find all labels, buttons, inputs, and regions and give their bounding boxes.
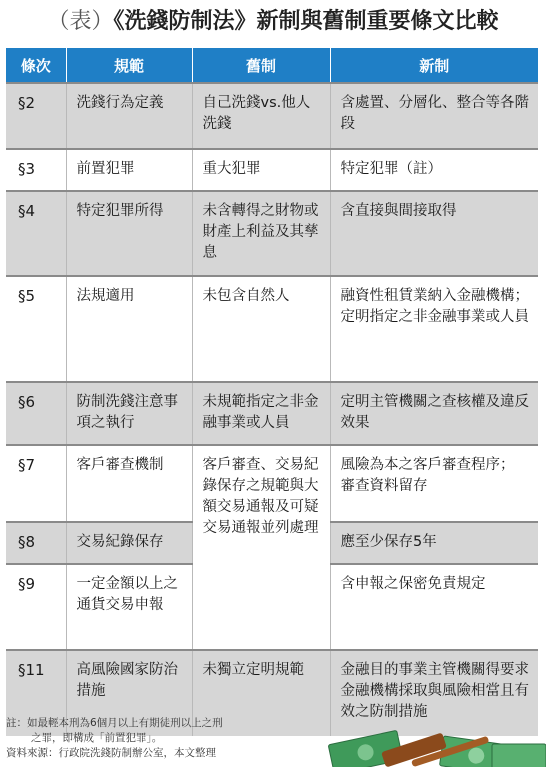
cell-rule: 交易紀錄保存 <box>66 522 192 564</box>
cell-rule: 前置犯罪 <box>66 149 192 191</box>
table-row <box>6 382 538 445</box>
cell-section: §4 <box>6 191 66 276</box>
footnote-line: 之罪，即構成「前置犯罪」。 <box>31 732 163 744</box>
cell-section: §2 <box>6 83 66 149</box>
cell-section: §5 <box>6 276 66 382</box>
cell-old: 未包含自然人 <box>192 276 330 382</box>
cell-section: §11 <box>6 650 66 736</box>
table-row <box>6 83 538 149</box>
cell-rule: 洗錢行為定義 <box>66 83 192 149</box>
page-title <box>0 4 546 40</box>
cell-old-merged: 客戶審查、交易紀錄保存之規範與大額交易通報及可疑交易通報並列處理 <box>192 445 330 650</box>
cell-rule: 高風險國家防治措施 <box>66 650 192 736</box>
cell-new: 含直接與間接取得 <box>330 191 538 276</box>
header-old: 舊制 <box>192 48 330 83</box>
cell-section: §8 <box>6 522 66 564</box>
cell-rule: 一定金額以上之通貨交易申報 <box>66 564 192 650</box>
cell-new: 含處置、分層化、整合等各階段 <box>330 83 538 149</box>
cell-rule: 客戶審查機制 <box>66 445 192 522</box>
cell-old: 未獨立定明規範 <box>192 650 330 736</box>
cell-section: §6 <box>6 382 66 445</box>
comparison-table <box>6 48 538 736</box>
cell-rule: 特定犯罪所得 <box>66 191 192 276</box>
cell-new: 特定犯罪（註） <box>330 149 538 191</box>
cell-new: 含申報之保密免責規定 <box>330 564 538 650</box>
table-tag: （表） <box>47 9 114 34</box>
cell-old: 重大犯罪 <box>192 149 330 191</box>
comparison-table-wrapper <box>6 48 538 736</box>
cell-new: 金融目的事業主管機關得要求金融機構採取與風險相當且有效之防制措施 <box>330 650 538 736</box>
cell-old: 未含轉得之財物或財產上利益及其孳息 <box>192 191 330 276</box>
footnote-line: 註：如最輕本刑為6個月以上有期徒刑以上之刑 <box>6 717 223 729</box>
header-new: 新制 <box>330 48 538 83</box>
table-row <box>6 445 538 522</box>
money-and-gavel-icon <box>322 720 546 767</box>
header-section: 條次 <box>6 48 66 83</box>
table-row <box>6 149 538 191</box>
cell-rule: 防制洗錢注意事項之執行 <box>66 382 192 445</box>
table-row <box>6 191 538 276</box>
cell-old: 自己洗錢vs.他人洗錢 <box>192 83 330 149</box>
cell-old: 未規範指定之非金融事業或人員 <box>192 382 330 445</box>
title-text: 《洗錢防制法》新制與舊制重要條文比較 <box>113 9 499 34</box>
cell-new: 融資性租賃業納入金融機構； 定明指定之非金融事業或人員 <box>330 276 538 382</box>
header-rule: 規範 <box>66 48 192 83</box>
cell-section: §9 <box>6 564 66 650</box>
source-note: 資料來源：行政院洗錢防制辦公室，本文整理 <box>6 747 216 759</box>
cell-section: §3 <box>6 149 66 191</box>
header-row <box>6 48 538 83</box>
table-row <box>6 276 538 382</box>
cell-rule: 法規適用 <box>66 276 192 382</box>
cell-new: 應至少保存5年 <box>330 522 538 564</box>
cell-new: 風險為本之客戶審查程序； 審查資料留存 <box>330 445 538 522</box>
cell-section: §7 <box>6 445 66 522</box>
footnotes <box>6 716 223 761</box>
cell-new: 定明主管機關之查核權及違反效果 <box>330 382 538 445</box>
